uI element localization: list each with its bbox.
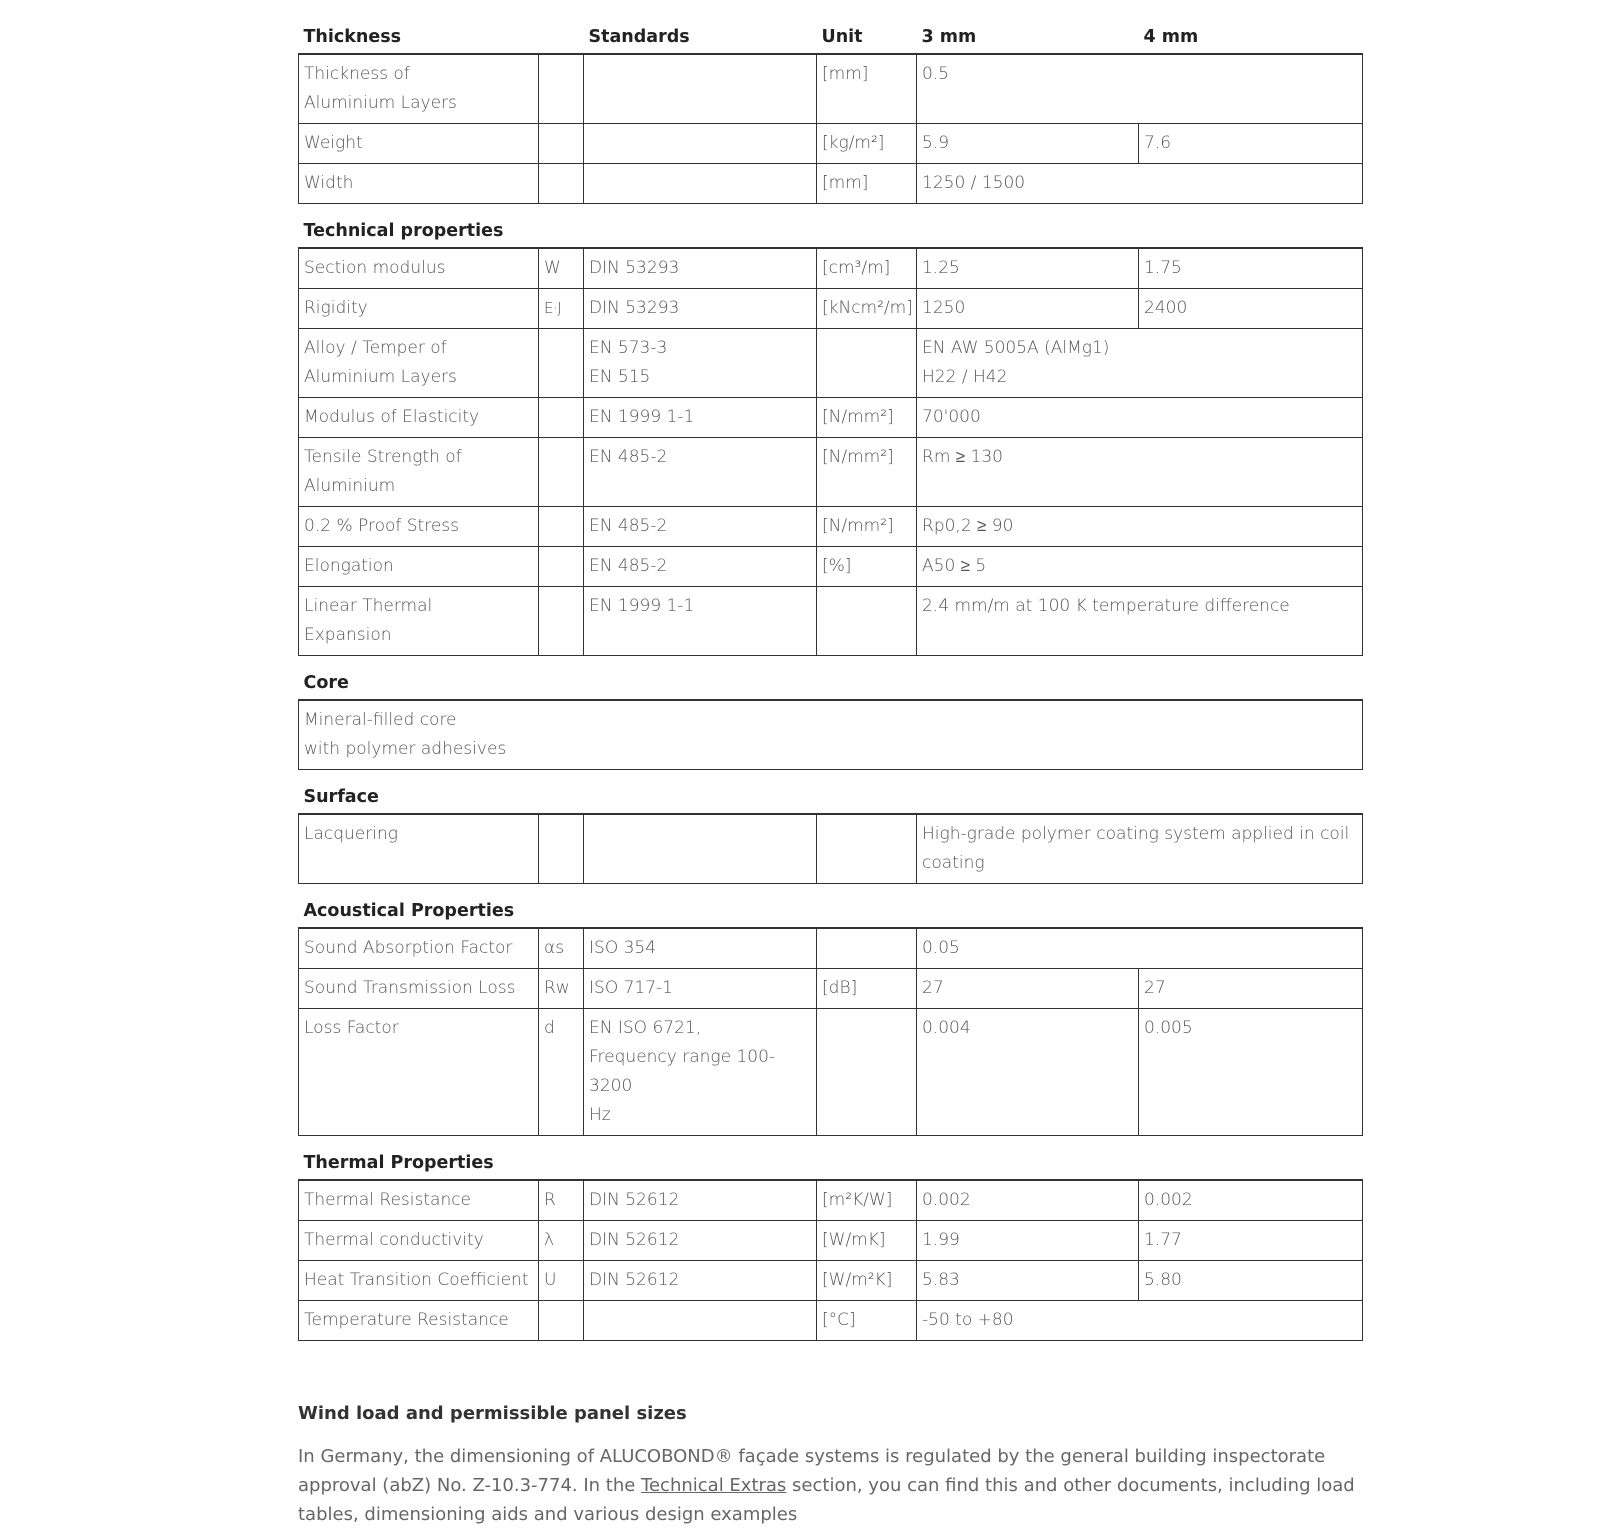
table-row	[299, 1009, 1363, 1136]
row-value: A50 ≥ 5	[917, 547, 1363, 587]
row-symbol: Rw	[539, 969, 584, 1009]
row-unit	[817, 587, 917, 656]
row-value-3mm: 1.25	[917, 248, 1139, 289]
header-3mm: 3 mm	[917, 18, 1139, 54]
row-value-4mm: 0.005	[1139, 1009, 1363, 1136]
row-unit: [mm]	[817, 164, 917, 204]
row-symbol: λ	[539, 1221, 584, 1261]
row-unit	[817, 814, 917, 884]
row-symbol: R	[539, 1180, 584, 1221]
content	[298, 18, 1362, 1529]
row-symbol	[539, 164, 584, 204]
table-row	[299, 507, 1363, 547]
table-row	[299, 1180, 1363, 1221]
row-value-4mm: 0.002	[1139, 1180, 1363, 1221]
row-label: 0.2 % Proof Stress	[299, 507, 539, 547]
row-standard: EN 485-2	[584, 438, 817, 507]
row-unit: [m²K/W]	[817, 1180, 917, 1221]
row-label: Thickness of Aluminium Layers	[299, 54, 539, 124]
row-symbol	[539, 398, 584, 438]
row-label: Sound Transmission Loss	[299, 969, 539, 1009]
row-standard: DIN 53293	[584, 248, 817, 289]
header-4mm: 4 mm	[1139, 18, 1363, 54]
row-value: -50 to +80	[917, 1301, 1363, 1341]
section-header-row	[299, 656, 1363, 701]
table-row	[299, 164, 1363, 204]
wind-load-section	[298, 1403, 1362, 1529]
section-title-surface: Surface	[299, 770, 1363, 815]
row-unit: [°C]	[817, 1301, 917, 1341]
table-row	[299, 928, 1363, 969]
row-unit: [W/mK]	[817, 1221, 917, 1261]
row-label: Section modulus	[299, 248, 539, 289]
row-label: Sound Absorption Factor	[299, 928, 539, 969]
row-standard	[584, 164, 817, 204]
table-row	[299, 547, 1363, 587]
row-symbol	[539, 587, 584, 656]
row-symbol: d	[539, 1009, 584, 1136]
row-standard: DIN 52612	[584, 1180, 817, 1221]
row-value: 70'000	[917, 398, 1363, 438]
row-symbol	[539, 54, 584, 124]
row-value: 0.05	[917, 928, 1363, 969]
row-standard	[584, 814, 817, 884]
row-unit	[817, 329, 917, 398]
row-value-4mm: 27	[1139, 969, 1363, 1009]
row-label: Temperature Resistance	[299, 1301, 539, 1341]
row-value-3mm: 0.002	[917, 1180, 1139, 1221]
row-label: Linear Thermal Expansion	[299, 587, 539, 656]
row-standard: ISO 717-1	[584, 969, 817, 1009]
table-row	[299, 54, 1363, 124]
row-unit	[817, 1009, 917, 1136]
row-value: Rm ≥ 130	[917, 438, 1363, 507]
table-row	[299, 814, 1363, 884]
row-label: Modulus of Elasticity	[299, 398, 539, 438]
row-value-4mm: 7.6	[1139, 124, 1363, 164]
table-row	[299, 1301, 1363, 1341]
row-value: EN AW 5005A (AlMg1) H22 / H42	[917, 329, 1363, 398]
section-header-row	[299, 204, 1363, 249]
row-symbol	[539, 547, 584, 587]
core-description: Mineral-filled core with polymer adhesives	[299, 700, 1363, 770]
table-header-row	[299, 18, 1363, 54]
wind-load-heading: Wind load and permissible panel sizes	[298, 1403, 687, 1424]
table-row	[299, 700, 1363, 770]
row-label: Width	[299, 164, 539, 204]
row-unit: [W/m²K]	[817, 1261, 917, 1301]
row-unit: [%]	[817, 547, 917, 587]
table-row	[299, 289, 1363, 329]
technical-extras-link[interactable]: Technical Extras	[641, 1475, 787, 1496]
row-standard	[584, 1301, 817, 1341]
header-standards: Standards	[584, 18, 817, 54]
row-standard: EN 485-2	[584, 547, 817, 587]
row-label: Heat Transition Coefficient	[299, 1261, 539, 1301]
row-value-4mm: 1.77	[1139, 1221, 1363, 1261]
row-symbol	[539, 507, 584, 547]
row-unit: [dB]	[817, 969, 917, 1009]
row-standard: EN 1999 1-1	[584, 587, 817, 656]
row-label: Alloy / Temper of Aluminium Layers	[299, 329, 539, 398]
row-value: 0.5	[917, 54, 1363, 124]
row-label: Thermal Resistance	[299, 1180, 539, 1221]
row-symbol: U	[539, 1261, 584, 1301]
specification-table	[298, 18, 1363, 1341]
table-row	[299, 329, 1363, 398]
row-standard: DIN 52612	[584, 1261, 817, 1301]
table-row	[299, 124, 1363, 164]
row-label: Tensile Strength of Aluminium	[299, 438, 539, 507]
row-standard: DIN 53293	[584, 289, 817, 329]
row-standard	[584, 54, 817, 124]
row-standard	[584, 124, 817, 164]
row-unit: [cm³/m]	[817, 248, 917, 289]
row-value-3mm: 5.9	[917, 124, 1139, 164]
table-row	[299, 1221, 1363, 1261]
table-row	[299, 587, 1363, 656]
row-symbol	[539, 1301, 584, 1341]
row-value: High-grade polymer coating system applied in coil coating	[917, 814, 1363, 884]
row-standard: EN ISO 6721, Frequency range 100-3200 Hz	[584, 1009, 817, 1136]
row-label: Rigidity	[299, 289, 539, 329]
row-unit: [mm]	[817, 54, 917, 124]
row-standard: EN 485-2	[584, 507, 817, 547]
row-value-3mm: 27	[917, 969, 1139, 1009]
row-value-4mm: 2400	[1139, 289, 1363, 329]
section-header-row	[299, 884, 1363, 929]
row-label: Lacquering	[299, 814, 539, 884]
row-label: Thermal conductivity	[299, 1221, 539, 1261]
table-row	[299, 438, 1363, 507]
row-symbol	[539, 814, 584, 884]
section-header-row	[299, 1136, 1363, 1181]
row-label: Weight	[299, 124, 539, 164]
row-symbol	[539, 329, 584, 398]
section-title-core: Core	[299, 656, 1363, 701]
wind-load-paragraph: In Germany, the dimensioning of ALUCOBOND® façade systems is regulated by the general building inspectorate approval (abZ) No. Z-10.3-774. In the Technical Extras section, you can find this and other documents, including load tables, dimensioning aids and various design examples	[298, 1446, 1355, 1525]
row-value: Rp0,2 ≥ 90	[917, 507, 1363, 547]
table-row	[299, 969, 1363, 1009]
row-unit: [N/mm²]	[817, 507, 917, 547]
row-value-3mm: 0.004	[917, 1009, 1139, 1136]
table-row	[299, 248, 1363, 289]
section-title-thermal: Thermal Properties	[299, 1136, 1363, 1181]
row-label: Elongation	[299, 547, 539, 587]
row-value-3mm: 1.99	[917, 1221, 1139, 1261]
row-unit: [N/mm²]	[817, 438, 917, 507]
row-standard: EN 573-3 EN 515	[584, 329, 817, 398]
row-symbol: E·J	[539, 289, 584, 329]
section-header-row	[299, 770, 1363, 815]
row-value: 2.4 mm/m at 100 K temperature difference	[917, 587, 1363, 656]
row-symbol	[539, 438, 584, 507]
row-label: Loss Factor	[299, 1009, 539, 1136]
table-row	[299, 398, 1363, 438]
row-unit	[817, 928, 917, 969]
row-unit: [N/mm²]	[817, 398, 917, 438]
header-thickness: Thickness	[299, 18, 584, 54]
row-symbol	[539, 124, 584, 164]
row-unit: [kg/m²]	[817, 124, 917, 164]
row-value: 1250 / 1500	[917, 164, 1363, 204]
section-title-acoustical: Acoustical Properties	[299, 884, 1363, 929]
row-unit: [kNcm²/m]	[817, 289, 917, 329]
row-symbol: αs	[539, 928, 584, 969]
row-value-4mm: 1.75	[1139, 248, 1363, 289]
row-standard: ISO 354	[584, 928, 817, 969]
row-value-3mm: 5.83	[917, 1261, 1139, 1301]
section-title-technical: Technical properties	[299, 204, 1363, 249]
row-value-3mm: 1250	[917, 289, 1139, 329]
row-symbol: W	[539, 248, 584, 289]
table-row	[299, 1261, 1363, 1301]
row-value-4mm: 5.80	[1139, 1261, 1363, 1301]
row-standard: EN 1999 1-1	[584, 398, 817, 438]
row-standard: DIN 52612	[584, 1221, 817, 1261]
header-unit: Unit	[817, 18, 917, 54]
